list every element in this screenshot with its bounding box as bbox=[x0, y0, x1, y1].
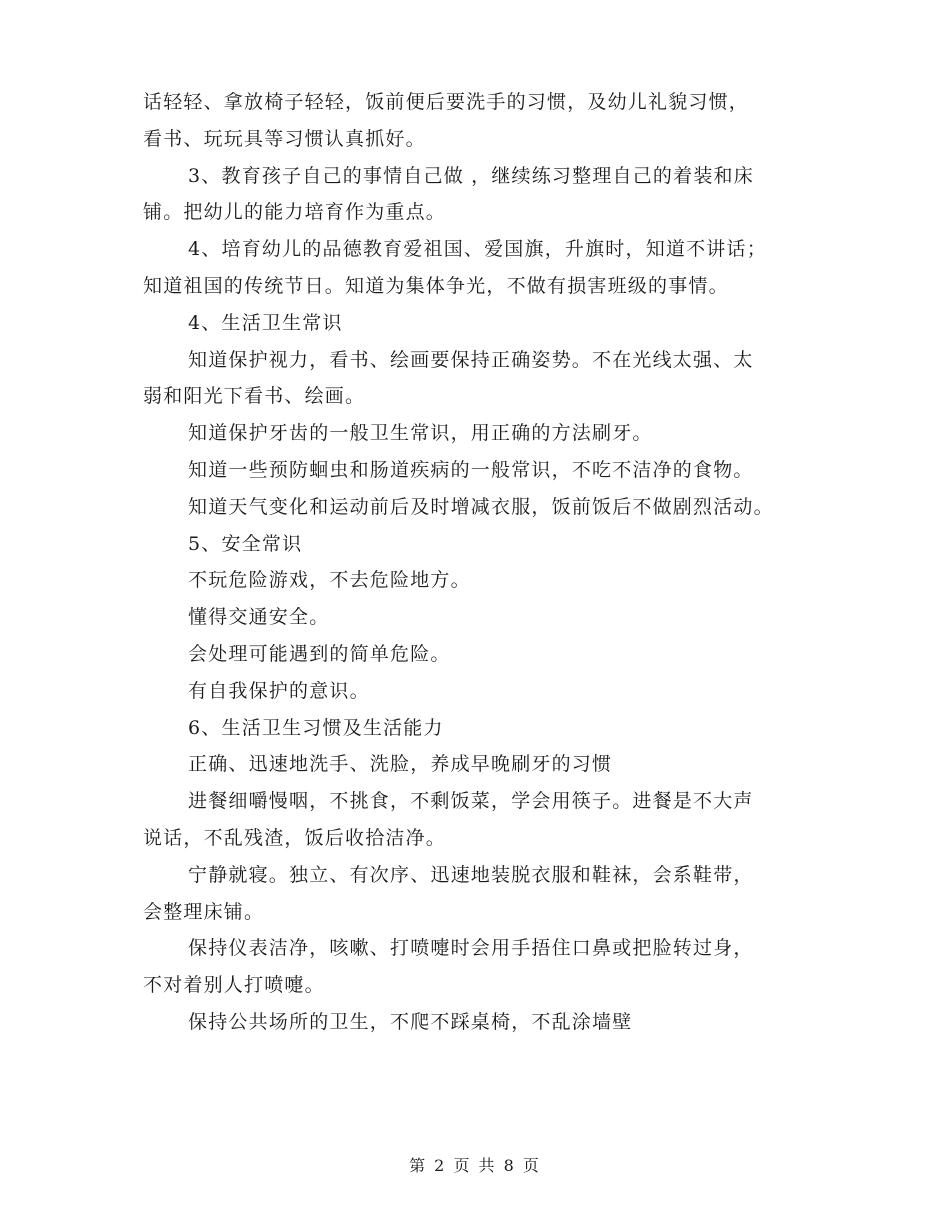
paragraph-habits-continued bbox=[143, 84, 843, 158]
text-line: 知道一些预防蛔虫和肠道疾病的一般常识，不吃不洁净的食物。 bbox=[188, 458, 754, 481]
text-line: 宁静就寝。独立、有次序、迅速地装脱衣服和鞋袜，会系鞋带， bbox=[188, 863, 754, 886]
paragraph-teeth bbox=[143, 415, 843, 452]
text-line: 知道保护视力，看书、绘画要保持正确姿势。不在光线太强、太 bbox=[188, 348, 754, 371]
text-line: 懂得交通安全。 bbox=[188, 606, 330, 629]
paragraph-self-protection bbox=[143, 673, 843, 710]
text-line: 话轻轻、拿放椅子轻轻，饭前便后要洗手的习惯，及幼儿礼貌习惯， bbox=[143, 91, 750, 113]
text-line: 会整理床铺。 bbox=[143, 900, 265, 923]
paragraph-disease bbox=[143, 452, 843, 489]
text-line: 不玩危险游戏，不去危险地方。 bbox=[188, 569, 471, 592]
paragraph-no-danger bbox=[143, 562, 843, 599]
text-line: 保持公共场所的卫生，不爬不踩桌椅，不乱涂墙壁 bbox=[188, 1010, 633, 1033]
heading-safety bbox=[143, 526, 843, 563]
text-line: 铺。把幼儿的能力培育作为重点。 bbox=[143, 201, 447, 224]
text-line: 4、培育幼儿的品德教育爱祖国、爱国旗，升旗时，知道不讲话； bbox=[188, 238, 767, 261]
paragraph-appearance bbox=[143, 930, 843, 1004]
document-body bbox=[143, 84, 843, 1041]
paragraph-sleeping bbox=[143, 857, 843, 931]
text-line: 5、安全常识 bbox=[188, 532, 303, 555]
paragraph-clothing bbox=[143, 489, 843, 526]
paragraph-handle-danger bbox=[143, 636, 843, 673]
text-line: 有自我保护的意识。 bbox=[188, 679, 370, 702]
text-line: 3、教育孩子自己的事情自己做 ，继续练习整理自己的着装和床 bbox=[188, 164, 754, 187]
text-line: 知道祖国的传统节日。知道为集体争光，不做有损害班级的事情。 bbox=[143, 274, 729, 297]
paragraph-item-4-moral bbox=[143, 231, 843, 305]
text-line: 会处理可能遇到的简单危险。 bbox=[188, 642, 451, 665]
text-line: 6、生活卫生习惯及生活能力 bbox=[188, 716, 444, 739]
text-line: 保持仪表洁净，咳嗽、打喷嚏时会用手捂住口鼻或把脸转过身， bbox=[188, 937, 754, 960]
paragraph-eating bbox=[143, 783, 843, 857]
paragraph-eyesight bbox=[143, 342, 843, 416]
text-line: 弱和阳光下看书、绘画。 bbox=[143, 385, 366, 408]
heading-living-habits bbox=[143, 710, 843, 747]
text-line: 知道天气变化和运动前后及时增减衣服，饭前饭后不做剧烈活动。 bbox=[188, 495, 774, 518]
text-line: 正确、迅速地洗手、洗脸，养成早晚刷牙的习惯 bbox=[188, 753, 613, 776]
paragraph-traffic bbox=[143, 599, 843, 636]
text-line: 进餐细嚼慢咽，不挑食，不剩饭菜，学会用筷子。进餐是不大声 bbox=[188, 790, 754, 813]
text-line: 不对着别人打喷嚏。 bbox=[143, 974, 325, 997]
paragraph-public-hygiene bbox=[143, 1004, 843, 1041]
paragraph-item-3 bbox=[143, 158, 843, 232]
page-number-footer: 第 2 页 共 8 页 bbox=[409, 1156, 541, 1175]
text-line: 4、生活卫生常识 bbox=[188, 311, 343, 334]
paragraph-washing bbox=[143, 746, 843, 783]
text-line: 说话，不乱残渣，饭后收拾洁净。 bbox=[143, 826, 447, 849]
heading-hygiene-knowledge bbox=[143, 305, 843, 342]
text-line: 看书、玩玩具等习惯认真抓好。 bbox=[143, 127, 426, 150]
text-line: 知道保护牙齿的一般卫生常识，用正确的方法刷牙。 bbox=[188, 422, 653, 445]
